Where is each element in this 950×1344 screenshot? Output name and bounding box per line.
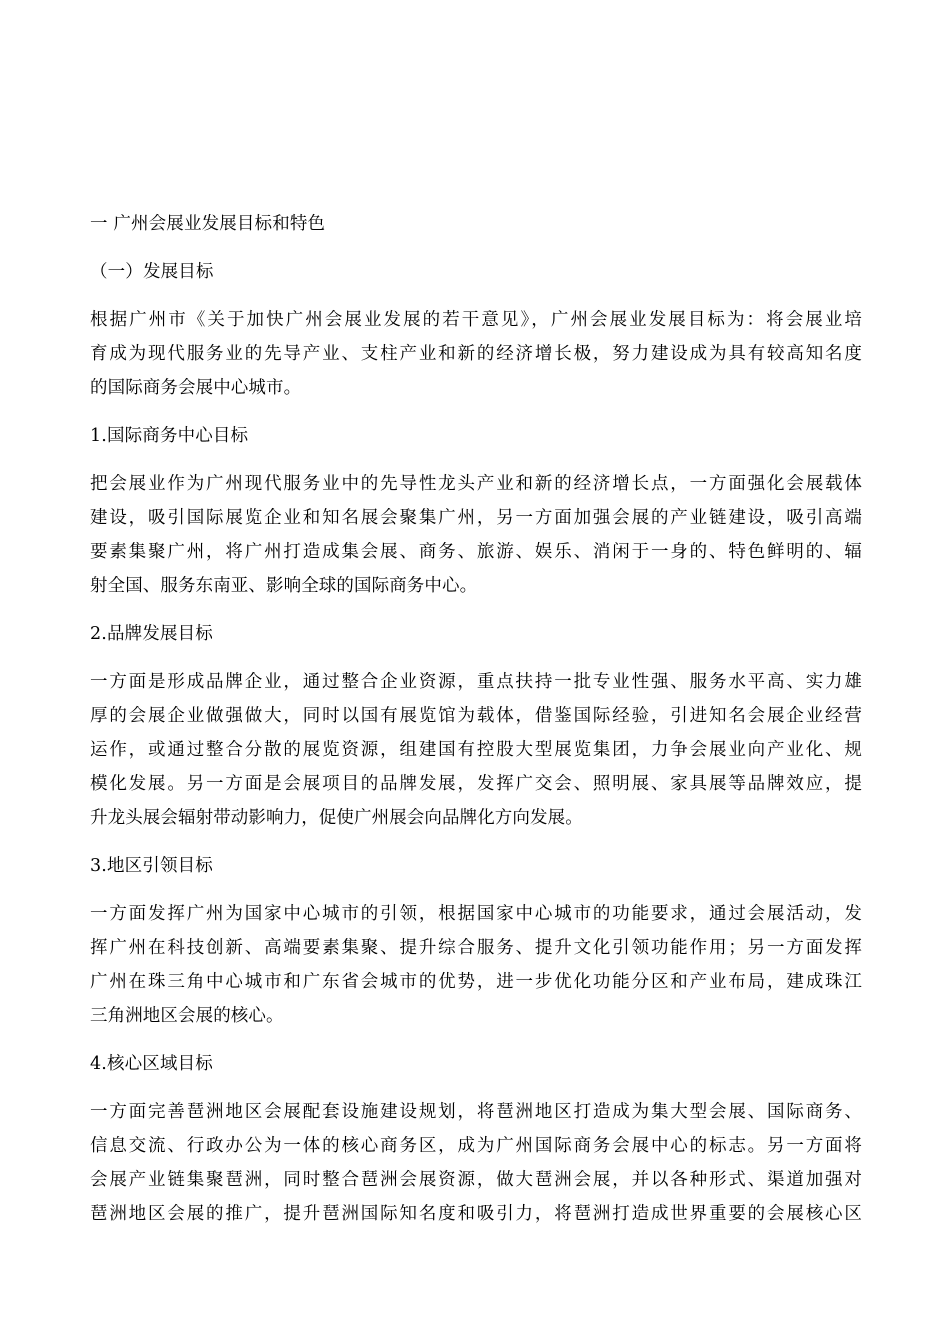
goal-2-title: 2.品牌发展目标 bbox=[90, 624, 213, 644]
paragraph-line: 要素集聚广州，将广州打造成集会展、商务、旅游、娱乐、消闲于一身的、特色鲜明的、辐 bbox=[90, 542, 862, 562]
document-page bbox=[90, 207, 862, 1245]
paragraph-line: 把会展业作为广州现代服务业中的先导性龙头产业和新的经济增长点，一方面强化会展载体 bbox=[90, 474, 862, 494]
paragraph-line: 模化发展。另一方面是会展项目的品牌发展，发挥广交会、照明展、家具展等品牌效应，提 bbox=[90, 774, 862, 794]
paragraph-line: 射全国、服务东南亚、影响全球的国际商务中心。 bbox=[90, 576, 478, 596]
section-title: 一 广州会展业发展目标和特色 bbox=[90, 214, 326, 234]
paragraph-line: 琶洲地区会展的推广，提升琶洲国际知名度和吸引力，将琶洲打造成世界重要的会展核心区 bbox=[90, 1204, 862, 1224]
paragraph-line: 运作，或通过整合分散的展览资源，组建国有控股大型展览集团，力争会展业向产业化、规 bbox=[90, 740, 862, 760]
paragraph-line: 信息交流、行政办公为一体的核心商务区，成为广州国际商务会展中心的标志。另一方面将 bbox=[90, 1136, 862, 1156]
paragraph-line: 一方面完善琶洲地区会展配套设施建设规划，将琶洲地区打造成为集大型会展、国际商务、 bbox=[90, 1102, 862, 1122]
paragraph-line: 一方面发挥广州为国家中心城市的引领，根据国家中心城市的功能要求，通过会展活动，发 bbox=[90, 904, 862, 924]
goal-1-title: 1.国际商务中心目标 bbox=[90, 426, 249, 446]
paragraph-line: 育成为现代服务业的先导产业、支柱产业和新的经济增长极，努力建设成为具有较高知名度 bbox=[90, 344, 862, 364]
intro-paragraph bbox=[90, 303, 862, 405]
goal-4-title: 4.核心区域目标 bbox=[90, 1054, 213, 1074]
paragraph-line: 厚的会展企业做强做大，同时以国有展览馆为载体，借鉴国际经验，引进知名会展企业经营 bbox=[90, 706, 862, 726]
goal-3-paragraph bbox=[90, 897, 862, 1033]
paragraph-line: 升龙头展会辐射带动影响力，促使广州展会向品牌化方向发展。 bbox=[90, 808, 583, 828]
paragraph-line: 根据广州市《关于加快广州会展业发展的若干意见》，广州会展业发展目标为：将会展业培 bbox=[90, 310, 862, 330]
paragraph-line: 一方面是形成品牌企业，通过整合企业资源，重点扶持一批专业性强、服务水平高、实力雄 bbox=[90, 672, 862, 692]
paragraph-line: 建设，吸引国际展览企业和知名展会聚集广州，另一方面加强会展的产业链建设，吸引高端 bbox=[90, 508, 862, 528]
goal-4-paragraph bbox=[90, 1095, 862, 1231]
paragraph-line: 广州在珠三角中心城市和广东省会城市的优势，进一步优化功能分区和产业布局，建成珠江 bbox=[90, 972, 862, 992]
goal-3-title: 3.地区引领目标 bbox=[90, 856, 213, 876]
goal-2-paragraph bbox=[90, 665, 862, 835]
goal-1-paragraph bbox=[90, 467, 862, 603]
subsection-title: （一）发展目标 bbox=[90, 262, 214, 282]
paragraph-line: 挥广州在科技创新、高端要素集聚、提升综合服务、提升文化引领功能作用；另一方面发挥 bbox=[90, 938, 862, 958]
paragraph-line: 会展产业链集聚琶洲，同时整合琶洲会展资源，做大琶洲会展，并以各种形式、渠道加强对 bbox=[90, 1170, 862, 1190]
paragraph-line: 三角洲地区会展的核心。 bbox=[90, 1006, 284, 1026]
paragraph-line: 的国际商务会展中心城市。 bbox=[90, 378, 302, 398]
